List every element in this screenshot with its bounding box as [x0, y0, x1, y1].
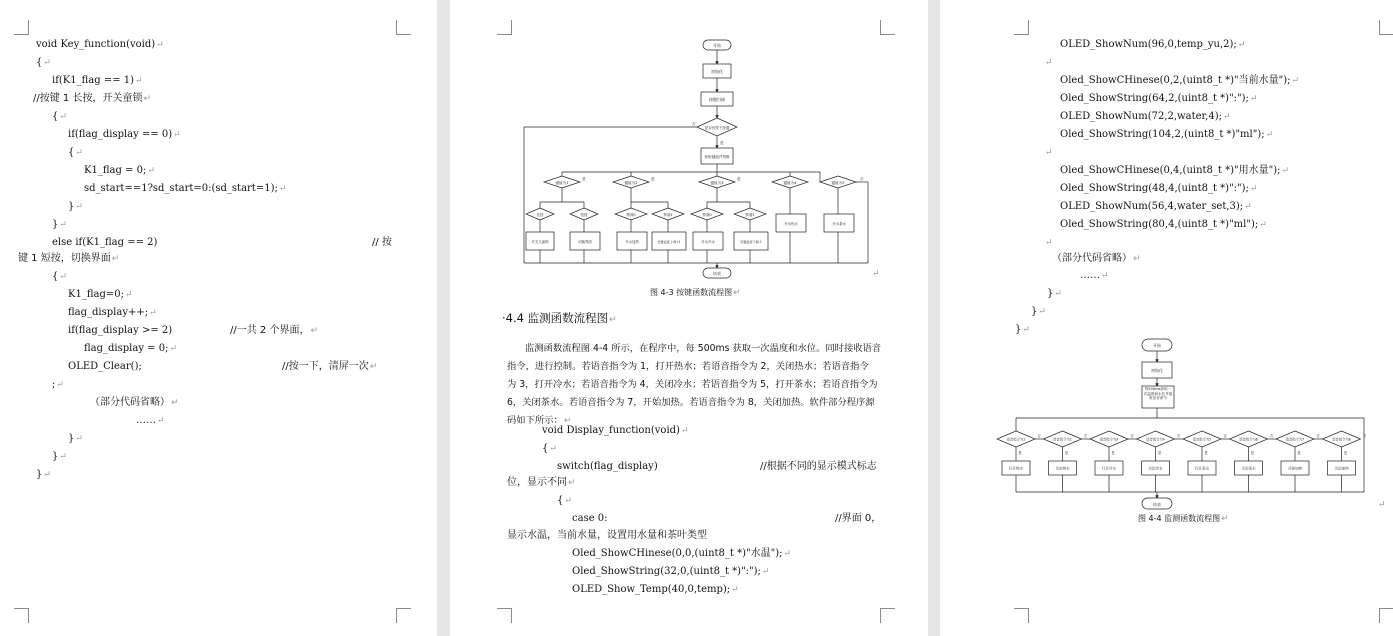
flow-label: 界面1	[745, 213, 755, 217]
body-paragraph: 6，关闭茶水。若语音指令为 7，开始加热。若语音指令为 8，关闭加热。软件部分程序源	[507, 397, 875, 408]
key-function-flowchart	[520, 36, 880, 286]
code-line: else if(K1_flag == 2)	[52, 237, 158, 248]
crop-mark	[14, 608, 29, 623]
flow-label: 长按	[536, 213, 544, 217]
code-line: }↵	[1015, 324, 1030, 335]
code-line: }↵	[52, 451, 67, 462]
flow-label: 每500ms获取一次温度和水位并接收语音命令	[1143, 387, 1173, 400]
code-line: }↵	[68, 201, 83, 212]
flow-label: 语音指令为2	[1053, 437, 1072, 442]
crop-mark	[14, 20, 29, 35]
code-ellipsis: ……↵	[1080, 270, 1109, 281]
flow-label: 否	[860, 177, 864, 181]
flow-label: 结束	[1153, 502, 1161, 507]
flow-label: 是	[1250, 451, 1255, 455]
monitor-function-flowchart	[992, 336, 1372, 512]
flow-label: 界面0	[626, 213, 636, 217]
code-comment: //按一下，清屏一次↵	[282, 361, 378, 372]
flow-label: 是	[1157, 451, 1162, 455]
code-line: }↵	[1047, 288, 1062, 299]
paragraph-mark: ↵	[872, 269, 880, 279]
code-comment: //界面 0，	[835, 513, 882, 524]
code-line: Oled_ShowString(80,4,(uint8_t *)"ml");↵	[1060, 219, 1267, 230]
flow-label: 开始	[1153, 343, 1161, 348]
code-line: OLED_ShowNum(96,0,temp_yu,2);↵	[1060, 39, 1246, 50]
flow-label: 是	[582, 177, 586, 181]
code-line: switch(flag_display)	[557, 461, 658, 472]
flow-label: 短按	[580, 213, 588, 217]
code-comment: //根据不同的显示模式标志	[760, 461, 877, 472]
code-line: OLED_Show_Temp(40,0,temp);↵	[572, 584, 739, 595]
figure-caption: 图 4-4 监测函数流程图↵	[1138, 514, 1229, 524]
code-line: Oled_ShowCHinese(0,0,(uint8_t *)"水温");↵	[572, 548, 792, 559]
flow-label: 关闭冷水	[1148, 466, 1163, 471]
flow-label: 否	[1083, 434, 1088, 438]
flow-label: 开关儿童锁	[531, 240, 549, 244]
code-line: K1_flag=0;↵	[68, 289, 133, 300]
crop-mark	[396, 20, 411, 35]
flow-label: 是	[651, 177, 655, 181]
code-line: ↵	[1045, 148, 1053, 158]
code-line: Oled_ShowString(104,2,(uint8_t *)"ml");↵	[1060, 129, 1274, 140]
code-line: {↵	[52, 271, 67, 282]
flow-label: 是	[1018, 451, 1022, 455]
flow-label: 否	[1269, 434, 1274, 438]
code-omitted: （部分代码省略）↵	[90, 397, 179, 408]
code-ellipsis: ……↵	[136, 415, 165, 426]
code-line: void Key_function(void)↵	[36, 39, 164, 50]
flow-label: 关闭热水	[1055, 466, 1070, 471]
flow-label: 获取键值并判断	[704, 155, 730, 159]
code-comment: // 按	[372, 237, 392, 248]
flow-label: 语音指令为5	[1192, 437, 1212, 442]
flow-label: 是否有按下按键	[704, 126, 730, 130]
code-line: ;↵	[52, 379, 64, 390]
code-line: if(flag_display == 0)↵	[68, 129, 181, 140]
flow-label: 否	[1362, 434, 1367, 438]
flow-label: 界面0	[702, 213, 712, 217]
flow-label: 设置温度上调+1	[657, 240, 681, 244]
flow-label: 语音指令为1	[1006, 437, 1026, 442]
flow-label: 是	[1111, 451, 1115, 455]
flow-label: 是	[1064, 451, 1069, 455]
flow-label: 关闭加热	[1334, 466, 1349, 471]
code-comment: 显示水温，当前水量，设置用水量和茶叶类型	[507, 530, 707, 541]
flow-label: 切换界面	[578, 240, 592, 244]
flow-label: 键值为2	[624, 181, 638, 185]
flow-label: 界面1	[663, 213, 673, 217]
code-comment: 位，显示不同↵	[507, 477, 576, 488]
code-comment: //按键 1 长按，开关童锁↵	[33, 93, 152, 104]
code-line: Oled_ShowString(32,0,(uint8_t *)":");↵	[572, 566, 770, 577]
crop-mark	[880, 608, 895, 623]
flow-label: 按键扫描	[709, 97, 725, 102]
flow-label: 打开热水	[1008, 466, 1024, 471]
crop-mark	[1379, 608, 1393, 623]
flow-label: 结束	[713, 271, 721, 276]
flow-label: 是	[1343, 451, 1348, 455]
code-line: }↵	[36, 469, 51, 480]
flow-label: 开水加热	[625, 240, 639, 244]
body-paragraph: 指令，进行控制。若语音指令为 1，打开热水；若语音指令为 2，关闭热水；若语音指令	[507, 361, 869, 372]
code-line: Oled_ShowString(48,4,(uint8_t *)":");↵	[1060, 183, 1258, 194]
code-line: {↵	[36, 57, 51, 68]
flow-label: 否	[1130, 434, 1134, 438]
flow-label: 开水热水	[784, 222, 798, 226]
flow-label: 键值为3	[710, 181, 724, 185]
code-line: Oled_ShowString(64,2,(uint8_t *)":");↵	[1060, 93, 1258, 104]
code-line: {↵	[68, 147, 83, 158]
code-omitted: （部分代码省略）↵	[1052, 253, 1141, 264]
flow-label: 键值为4	[783, 181, 797, 185]
crop-mark	[497, 20, 512, 35]
figure-caption: 图 4-3 按键函数流程图↵	[650, 288, 741, 298]
code-line: flag_display++;↵	[68, 307, 157, 318]
code-line: ↵	[1045, 238, 1053, 248]
code-line: ↵	[1045, 58, 1053, 68]
crop-mark	[1014, 20, 1029, 35]
code-comment: 键 1 短按，切换界面↵	[18, 253, 120, 264]
flow-label: 语音指令为3	[1099, 437, 1119, 442]
flow-label: 打开冷水	[1101, 466, 1117, 471]
code-line: Oled_ShowCHinese(0,4,(uint8_t *)"用水量");↵	[1060, 165, 1290, 176]
body-paragraph: 码如下所示：↵	[507, 415, 572, 426]
flow-label: 设置温度下调-1	[740, 240, 762, 244]
code-line: if(K1_flag == 1)↵	[52, 75, 143, 86]
crop-mark	[497, 608, 512, 623]
code-line: OLED_ShowNum(56,4,water_set,3);↵	[1060, 201, 1252, 212]
paragraph-mark: ↵	[1378, 500, 1386, 510]
flow-label: 语音指令为4	[1146, 437, 1165, 442]
flow-label: 键值为1	[555, 181, 569, 185]
code-line: flag_display = 0;↵	[84, 343, 177, 354]
flow-label: 开水茶水	[832, 222, 846, 226]
flow-label: 关闭茶水	[1241, 466, 1256, 471]
document-page-2[interactable]	[450, 0, 928, 636]
flow-label: 是	[1297, 451, 1301, 455]
flow-label: 打开茶水	[1194, 466, 1210, 471]
body-paragraph: 监测函数流程图 4-4 所示，在程序中，每 500ms 获取一次温度和水位。同时接收语音	[525, 343, 882, 354]
crop-mark	[396, 608, 411, 623]
flow-label: 语音指令为6	[1239, 437, 1258, 442]
code-line: {↵	[557, 495, 572, 506]
code-line: }↵	[68, 433, 83, 444]
code-line: OLED_ShowNum(72,2,water,4);↵	[1060, 111, 1231, 122]
flow-label: 是	[737, 177, 741, 181]
flow-label: 语音指令为8	[1332, 437, 1351, 442]
code-line: K1_flag = 0;↵	[84, 165, 155, 176]
body-paragraph: 为 3，打开冷水；若语音指令为 4，关闭冷水；若语音指令为 5，打开茶水；若语音指令为	[507, 379, 878, 390]
flow-label: 键值为5	[831, 181, 845, 185]
code-line: OLED_Clear();	[68, 361, 142, 372]
code-line: case 0:	[572, 513, 608, 524]
code-line: }↵	[52, 219, 67, 230]
code-line: {↵	[542, 443, 557, 454]
flow-label: 否	[692, 122, 696, 126]
document-page-3[interactable]	[940, 0, 1393, 636]
code-line: Oled_ShowCHinese(0,2,(uint8_t *)"当前水量");↵	[1060, 75, 1300, 86]
code-line: if(flag_display >= 2)	[68, 325, 173, 336]
flow-label: 语音指令为7	[1285, 437, 1305, 442]
flow-label: 是	[1204, 451, 1208, 455]
flow-label: 初始化	[1151, 368, 1163, 373]
crop-mark	[880, 20, 895, 35]
code-line: void Display_function(void)↵	[542, 425, 689, 436]
flow-label: 开始	[713, 43, 721, 48]
flow-label: 开始加热	[1287, 466, 1303, 471]
code-line: sd_start==1?sd_start=0:(sd_start=1);↵	[84, 183, 287, 194]
flow-label: 否	[1037, 434, 1041, 438]
flow-label: 初始化	[711, 69, 723, 74]
section-heading: ·4.4 监测函数流程图↵	[502, 311, 617, 325]
flow-label: 否	[1223, 434, 1227, 438]
crop-mark	[1014, 608, 1029, 623]
document-page-1[interactable]	[0, 0, 437, 636]
code-line: {↵	[52, 111, 67, 122]
code-line: }↵	[1031, 306, 1046, 317]
flow-label: 是	[720, 141, 724, 145]
flow-label: 开水冷水	[701, 240, 715, 244]
code-comment: //一共 2 个界面，↵	[230, 325, 319, 336]
flow-label: 否	[1176, 434, 1181, 438]
crop-mark	[1379, 20, 1393, 35]
flow-label: 否	[1316, 434, 1320, 438]
